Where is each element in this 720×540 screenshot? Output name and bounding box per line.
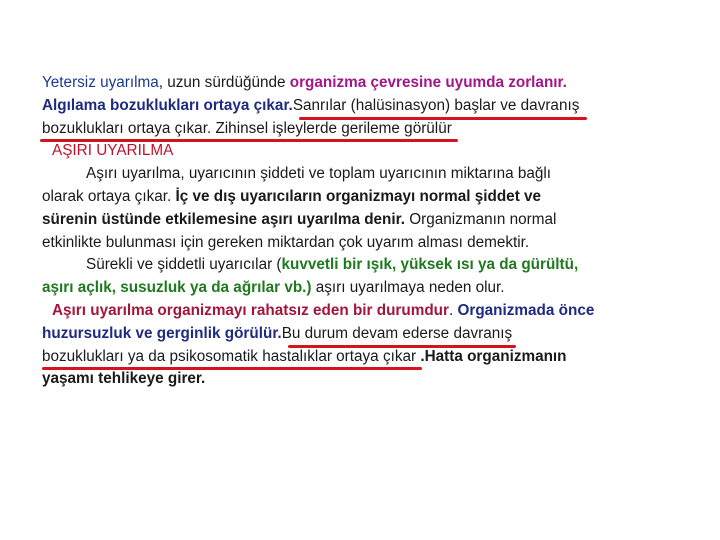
p4-l2-bold: huzursuzluk ve gerginlik görülür. xyxy=(42,324,282,342)
p3-line-1 xyxy=(42,254,682,277)
p2-l3-bold: sürenin üstünde etkilemesine aşırı uyarılma denir. xyxy=(42,210,406,228)
p4-l1-dot: . xyxy=(448,301,458,319)
p3-line-2 xyxy=(42,277,682,300)
term-yetersiz-uyarilma: Yetersiz uyarılma xyxy=(42,74,159,91)
p3-l2-text: aşırı uyarılmaya neden olur. xyxy=(311,279,505,297)
p1-line-3 xyxy=(42,118,682,141)
p4-l2-text: Bu durum devam ederse davranış xyxy=(281,324,513,342)
underlined-span-4 xyxy=(42,346,416,369)
p4-line-2 xyxy=(42,323,682,346)
p4-line-3 xyxy=(42,346,682,369)
p1-line-2 xyxy=(42,95,682,118)
underlined-span-2 xyxy=(42,118,452,141)
p2-l4-text: etkinlikte bulunması için gereken miktardan çok uyarım alması demektir. xyxy=(42,233,530,251)
p2-line-2 xyxy=(42,186,682,209)
p4-l1-highlight: Aşırı uyarılma organizmayı rahatsız eden bir durumdur xyxy=(52,301,449,319)
p3-l2-examples: aşırı açlık, susuzluk ya da ağrılar vb.) xyxy=(42,279,312,297)
p1-l1-text: , uzun sürdüğünde xyxy=(158,74,290,91)
p2-l2-text: olarak ortaya çıkar. xyxy=(42,187,176,205)
p4-line-4 xyxy=(42,368,682,391)
section-heading: AŞIRI UYARILMA xyxy=(52,142,174,160)
p4-l1-bold: Organizmada önce xyxy=(457,301,595,319)
p2-l1-text: Aşırı uyarılma, uyarıcının şiddeti ve toplam uyarıcının miktarına bağlı xyxy=(86,165,552,183)
p4-l4-bold: yaşamı tehlikeye girer. xyxy=(42,370,206,388)
underlined-span-1 xyxy=(293,95,580,118)
p2-l3-text: Organizmanın normal xyxy=(405,210,557,228)
p3-l1-examples: kuvvetli bir ışık, yüksek ısı ya da gürültü, xyxy=(281,256,579,274)
p1-l3-text: bozuklukları ortaya çıkar. Zihinsel işleylerde gerileme görülür xyxy=(42,119,452,137)
p2-line-1 xyxy=(42,163,682,186)
p1-l2-bold: Algılama bozuklukları ortaya çıkar. xyxy=(42,96,293,114)
p4-l3-text: bozuklukları ya da psikosomatik hastalıklar ortaya çıkar xyxy=(42,347,417,365)
p2-l2-bold: İç ve dış uyarıcıların organizmayı normal şiddet ve xyxy=(175,187,542,205)
p1-line-1 xyxy=(42,72,682,95)
p4-line-1 xyxy=(42,300,682,323)
document-body xyxy=(42,72,682,391)
p2-line-4 xyxy=(42,232,682,255)
underlined-span-3 xyxy=(282,323,512,346)
p1-l2-text: Sanrılar (halüsinasyon) başlar ve davranış xyxy=(292,96,580,114)
p1-l1-highlight: organizma çevresine uyumda zorlanır. xyxy=(289,74,567,91)
p4-l3-bold: .Hatta organizmanın xyxy=(416,347,567,365)
p2-line-3 xyxy=(42,209,682,232)
p3-l1-text: Sürekli ve şiddetli uyarıcılar ( xyxy=(86,256,282,274)
section-heading-line xyxy=(42,140,682,163)
